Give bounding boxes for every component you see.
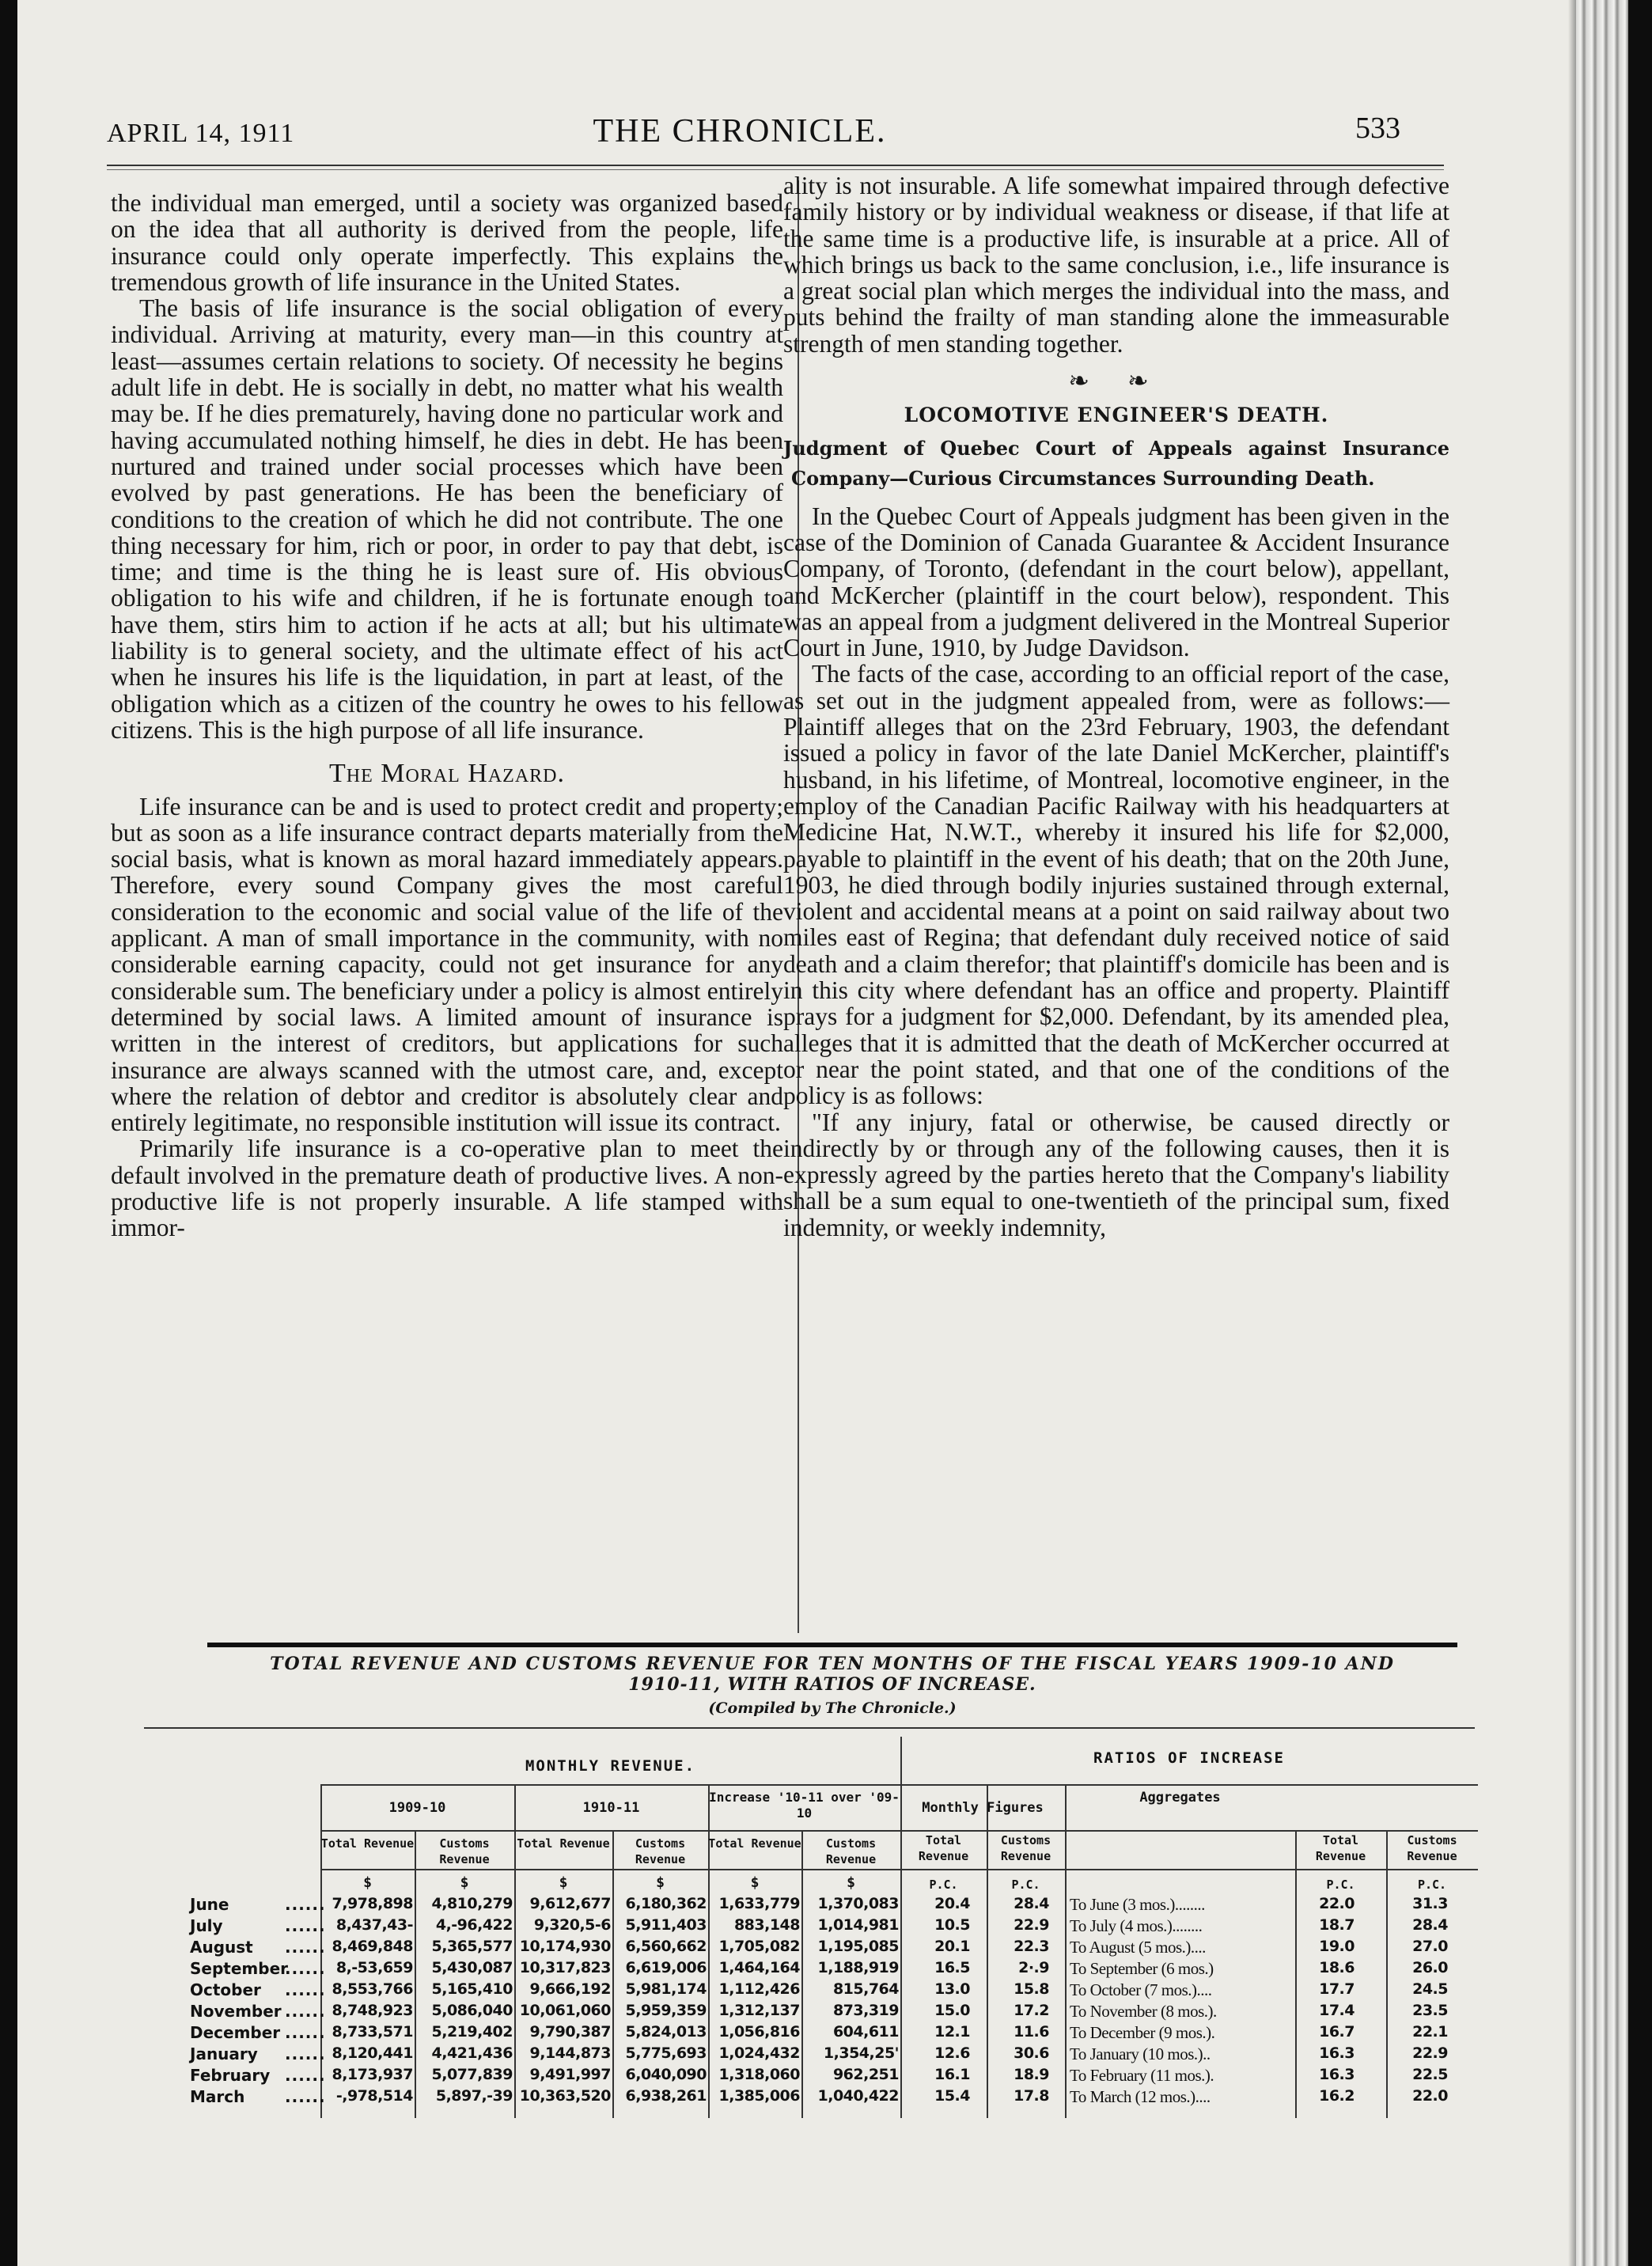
header-total: Total Revenue bbox=[708, 1836, 801, 1851]
unit-pc: P.C. bbox=[929, 1878, 958, 1892]
table-cell: 20.4 bbox=[934, 1895, 970, 1912]
table-divider bbox=[415, 1830, 416, 2118]
table-cell: 16.5 bbox=[934, 1959, 970, 1976]
table-cell-aggregate: To June (3 mos.)........ bbox=[1070, 1895, 1205, 1914]
table-cell: 1,318,060 bbox=[718, 2066, 800, 2083]
table-cell: 10,363,520 bbox=[519, 2087, 611, 2105]
table-cell: 1,024,432 bbox=[718, 2044, 800, 2062]
table-cell: 28.4 bbox=[1014, 1895, 1049, 1912]
header-total: Total Revenue bbox=[1315, 1833, 1366, 1863]
table-cell: 22.1 bbox=[1412, 2023, 1448, 2041]
table-subtitle: (Compiled by The Chronicle.) bbox=[708, 1700, 957, 1717]
table-cell: 28.4 bbox=[1412, 1916, 1448, 1934]
table-title: TOTAL REVENUE AND CUSTOMS REVENUE FOR TEN MONTHS OF THE FISCAL YEARS 1909-10 AND bbox=[270, 1654, 1395, 1674]
body-paragraph: In the Quebec Court of Appeals judgment has been given in the case of the Dominion of Canada Guarantee & Accident Insurance Company, of Toronto, (defendant in the court below), appellant, and McKercher (plaintiff in the court below), respondent. This was an appeal from a judgment delivered in the Montreal Superior Court in June, 1910, by Judge Davidson. bbox=[783, 502, 1449, 662]
table-cell: 962,251 bbox=[832, 2066, 899, 2083]
table-cell: 10,174,930 bbox=[519, 1938, 611, 1955]
header-customs: Customs Revenue bbox=[1407, 1833, 1457, 1863]
table-cell: 22.0 bbox=[1319, 1895, 1355, 1912]
table-cell: 1,633,779 bbox=[718, 1895, 800, 1912]
body-paragraph: "If any injury, fatal or otherwise, be caused directly or indirectly by or through any of the following causes, then it is expressly agreed by the parties hereto that the Company's liability shall be a sum equal to one-twentieth of the principal sum, fixed indemnity, or weekly indemnity, bbox=[783, 1108, 1449, 1241]
table-cell: 2·.9 bbox=[1018, 1959, 1049, 1976]
header-year-1909: 1909-10 bbox=[388, 1800, 446, 1816]
table-cell: 4,810,279 bbox=[431, 1895, 513, 1912]
unit-dollar: $ bbox=[656, 1874, 665, 1891]
table-cell: 18.7 bbox=[1319, 1916, 1355, 1934]
table-cell: 5,219,402 bbox=[431, 2023, 513, 2041]
table-cell: 9,666,192 bbox=[529, 1980, 611, 1998]
unit-dollar: $ bbox=[750, 1874, 760, 1891]
table-cell: 5,165,410 bbox=[431, 1980, 513, 1998]
body-paragraph: ality is not insurable. A life somewhat impaired through defective family history or by individual weakness or disease, if that life at the same time is a productive life, is insurable at a price. All of which brings us back to the same conclusion, i.e., life insurance is a great social plan which merges the individual into the mass, and puts behind the frailty of man standing alone the immeasurable strength of men standing together. bbox=[783, 172, 1449, 358]
table-row-month: August bbox=[190, 1938, 253, 1957]
table-cell: 5,430,087 bbox=[431, 1959, 513, 1976]
table-cell: 17.7 bbox=[1319, 1980, 1355, 1998]
table-cell: 17.4 bbox=[1319, 2002, 1355, 2019]
table-cell: 15.4 bbox=[934, 2087, 970, 2105]
table-cell-aggregate: To January (10 mos.).. bbox=[1070, 2044, 1211, 2063]
table-cell: 8,-53,659 bbox=[335, 1959, 413, 1976]
table-cell: 18.6 bbox=[1319, 1959, 1355, 1976]
table-cell: 10.5 bbox=[934, 1916, 970, 1934]
header-customs: Customs Revenue bbox=[825, 1836, 877, 1866]
table-cell: 6,619,006 bbox=[625, 1959, 707, 1976]
table-cell: 883,148 bbox=[733, 1916, 800, 1934]
table-cell: 1,014,981 bbox=[817, 1916, 899, 1934]
table-cell: 1,370,083 bbox=[817, 1895, 899, 1912]
page-number: 533 bbox=[1355, 112, 1400, 145]
table-divider bbox=[1065, 1784, 1067, 2118]
table-divider bbox=[801, 1830, 803, 2118]
table-cell: 1,056,816 bbox=[718, 2023, 800, 2041]
table-cell: 815,764 bbox=[832, 1980, 899, 1998]
table-cell: 5,981,174 bbox=[625, 1980, 707, 1998]
header-monthly-revenue: MONTHLY REVENUE. bbox=[525, 1757, 696, 1775]
header-aggregates: Aggregates bbox=[1139, 1790, 1221, 1806]
header-ratios: RATIOS OF INCREASE bbox=[1093, 1749, 1285, 1767]
table-cell: 9,612,677 bbox=[529, 1895, 611, 1912]
table-cell: 22.9 bbox=[1412, 2044, 1448, 2062]
table-cell: 30.6 bbox=[1014, 2044, 1049, 2062]
leader-dots: ...... bbox=[285, 2023, 326, 2042]
table-cell: 604,611 bbox=[832, 2023, 899, 2041]
table-cell: 7,978,898 bbox=[332, 1895, 413, 1912]
table-cell: 8,437,43- bbox=[335, 1916, 413, 1934]
table-cell: 22.0 bbox=[1412, 2087, 1448, 2105]
body-paragraph: Primarily life insurance is a co-operative plan to meet the default involved in the premature death of productive lives. A non-productive life is not properly insurable. A life stamped with immor- bbox=[111, 1135, 783, 1242]
table-cell: 17.2 bbox=[1014, 2002, 1049, 2019]
header-date: APRIL 14, 1911 bbox=[107, 119, 295, 148]
header-customs: Customs Revenue bbox=[439, 1836, 490, 1866]
table-cell-aggregate: To October (7 mos.).... bbox=[1070, 1980, 1212, 1999]
table-row-month: June bbox=[190, 1895, 229, 1914]
table-cell: 5,959,359 bbox=[625, 2002, 707, 2019]
unit-dollar: $ bbox=[363, 1874, 372, 1891]
table-cell: 16.2 bbox=[1319, 2087, 1355, 2105]
unit-dollar: $ bbox=[559, 1874, 568, 1891]
table-cell: 6,938,261 bbox=[625, 2087, 707, 2105]
header-total: Total Revenue bbox=[320, 1836, 415, 1851]
table-divider bbox=[708, 1784, 710, 2118]
table-cell: 5,775,693 bbox=[625, 2044, 707, 2062]
leader-dots: ...... bbox=[285, 2066, 326, 2085]
table-cell: 4,-96,422 bbox=[435, 1916, 513, 1934]
table-rule bbox=[144, 1727, 1475, 1729]
table-cell: 1,705,082 bbox=[718, 1938, 800, 1955]
table-row-month: February bbox=[190, 2066, 271, 2085]
table-row-month: September bbox=[190, 1959, 288, 1978]
table-cell: 873,319 bbox=[832, 2002, 899, 2019]
header-total: Total Revenue bbox=[918, 1833, 969, 1863]
table-cell: 5,911,403 bbox=[625, 1916, 707, 1934]
table-cell: 22.9 bbox=[1014, 1916, 1049, 1934]
table-cell: 9,491,997 bbox=[529, 2066, 611, 2083]
table-cell: 8,553,766 bbox=[332, 1980, 413, 1998]
unit-dollar: $ bbox=[847, 1874, 855, 1891]
table-cell: -,978,514 bbox=[335, 2087, 413, 2105]
header-increase: Increase '10-11 over '09-10 bbox=[709, 1790, 900, 1821]
table-cell-aggregate: To December (9 mos.). bbox=[1070, 2023, 1215, 2042]
table-cell: 5,365,577 bbox=[431, 1938, 513, 1955]
table-cell: 9,790,387 bbox=[529, 2023, 611, 2041]
table-cell: 15.8 bbox=[1014, 1980, 1049, 1998]
leader-dots: ...... bbox=[285, 1895, 326, 1914]
table-cell: 1,312,137 bbox=[718, 2002, 800, 2019]
table-cell: 26.0 bbox=[1412, 1959, 1448, 1976]
table-cell: 1,195,085 bbox=[817, 1938, 899, 1955]
table-cell: 27.0 bbox=[1412, 1938, 1448, 1955]
table-divider bbox=[514, 1784, 516, 2118]
table-cell: 6,560,662 bbox=[625, 1938, 707, 1955]
leader-dots: ...... bbox=[285, 1938, 326, 1957]
table-rule bbox=[320, 1869, 1478, 1870]
table-cell: 1,188,919 bbox=[817, 1959, 899, 1976]
table-cell: 5,897,-39 bbox=[435, 2087, 513, 2105]
table-cell: 1,464,164 bbox=[718, 1959, 800, 1976]
header-monthly-figures: Monthly Figures bbox=[922, 1800, 1044, 1816]
table-cell: 16.7 bbox=[1319, 2023, 1355, 2041]
body-paragraph: The facts of the case, according to an official report of the case, as set out in the judgment appealed from, were as follows:—Plaintiff alleges that on the 23rd February, 1903, the defendant issued a policy in favor of the late Daniel McKercher, plaintiff's husband, in his lifetime, of Montreal, locomotive engineer, in the employ of the Canadian Pacific Railway with his headquarters at Medicine Hat, N.W.T., whereby it insured his life for $2,000, payable to plaintiff in the event of his death; that on the 20th June, 1903, he died through bodily injuries sustained through external, violent and accidental means at a point on said railway about two miles east of Regina; that defendant duly received notice of said death and a claim therefor; that plaintiff's domicile has been and is in this city where defendant has an office and property. Plaintiff prays for a judgment for $2,000. Defendant, by its amended plea, alleges that it is admitted that the death of McKercher occurred at or near the point stated, and that one of the conditions of the policy is as follows: bbox=[783, 660, 1449, 1110]
leader-dots: ...... bbox=[285, 1959, 326, 1978]
unit-pc: P.C. bbox=[1326, 1878, 1355, 1892]
header-customs: Customs Revenue bbox=[1000, 1833, 1051, 1863]
leader-dots: ...... bbox=[285, 2044, 326, 2063]
table-row-month: March bbox=[190, 2087, 245, 2106]
table-cell-aggregate: To August (5 mos.).... bbox=[1070, 1938, 1206, 1957]
table-cell: 13.0 bbox=[934, 1980, 970, 1998]
ornament-icon: ❧ ❧ bbox=[1068, 366, 1165, 396]
table-divider bbox=[1295, 1830, 1297, 2118]
table-cell: 4,421,436 bbox=[431, 2044, 513, 2062]
table-cell: 16.3 bbox=[1319, 2044, 1355, 2062]
table-cell: 1,385,006 bbox=[718, 2087, 800, 2105]
table-cell: 10,317,823 bbox=[519, 1959, 611, 1976]
table-cell: 8,173,937 bbox=[332, 2066, 413, 2083]
table-cell: 5,077,839 bbox=[431, 2066, 513, 2083]
table-row-month: December bbox=[190, 2023, 281, 2042]
body-paragraph: the individual man emerged, until a society was organized based on the idea that all authority is derived from the people, life insurance could only operate imperfectly. This explains the tremendous growth of life insurance in the United States. bbox=[111, 189, 783, 296]
table-cell: 18.9 bbox=[1014, 2066, 1049, 2083]
header-total: Total Revenue bbox=[517, 1836, 610, 1851]
unit-dollar: $ bbox=[460, 1874, 469, 1891]
unit-pc: P.C. bbox=[1011, 1878, 1040, 1892]
article-headline: LOCOMOTIVE ENGINEER'S DEATH. bbox=[904, 404, 1329, 427]
table-cell: 8,120,441 bbox=[332, 2044, 413, 2062]
leader-dots: ...... bbox=[285, 1980, 326, 1999]
table-cell-aggregate: To November (8 mos.). bbox=[1070, 2002, 1217, 2021]
table-cell: 23.5 bbox=[1412, 2002, 1448, 2019]
unit-pc: P.C. bbox=[1417, 1878, 1447, 1892]
table-cell: 5,824,013 bbox=[625, 2023, 707, 2041]
table-cell: 8,748,923 bbox=[332, 2002, 413, 2019]
table-cell-aggregate: To March (12 mos.).... bbox=[1070, 2087, 1211, 2106]
table-cell: 9,320,5-6 bbox=[533, 1916, 611, 1934]
table-cell: 1,354,25' bbox=[823, 2044, 899, 2062]
table-cell: 10,061,060 bbox=[519, 2002, 611, 2019]
table-cell: 15.0 bbox=[934, 2002, 970, 2019]
body-paragraph: The basis of life insurance is the social obligation of every individual. Arriving at maturity, every man—in this country at least—assumes certain relations to society. Of necessity he begins adult life in debt. He is socially in debt, no matter what his wealth may be. If he dies prematurely, having done no particular work and having accumulated nothing himself, he dies in debt. He has been nurtured and trained under social processes which have been evolved by past generations. He has been the beneficiary of conditions to the creation of which he did not contribute. The one thing necessary for him, rich or poor, in order to pay that debt, is time; and time is the thing he is least sure of. His obvious obligation to his wife and children, if he is fortunate enough to have them, stirs him to action if he acts at all; but his ultimate liability is to general society, and the ultimate effect of his act when he insures his life is the liquidation, in part at least, of the obligation which as a citizen of the country he owes to his fellow citizens. This is the high purpose of all life insurance. bbox=[111, 294, 783, 744]
table-cell: 22.3 bbox=[1014, 1938, 1049, 1955]
leader-dots: ...... bbox=[285, 2087, 326, 2106]
table-cell-aggregate: To February (11 mos.). bbox=[1070, 2066, 1214, 2085]
table-cell: 12.6 bbox=[934, 2044, 970, 2062]
table-cell: 19.0 bbox=[1319, 1938, 1355, 1955]
table-cell: 1,040,422 bbox=[817, 2087, 899, 2105]
table-cell: 5,086,040 bbox=[431, 2002, 513, 2019]
table-row-month: October bbox=[190, 1980, 261, 1999]
table-cell: 16.1 bbox=[934, 2066, 970, 2083]
section-heading: The Moral Hazard. bbox=[328, 759, 566, 789]
table-cell: 24.5 bbox=[1412, 1980, 1448, 1998]
table-divider bbox=[612, 1830, 614, 2118]
leader-dots: ...... bbox=[285, 1916, 326, 1935]
table-cell: 31.3 bbox=[1412, 1895, 1448, 1912]
table-row-month: November bbox=[190, 2002, 282, 2021]
table-cell-aggregate: To September (6 mos.) bbox=[1070, 1959, 1214, 1978]
table-cell: 6,180,362 bbox=[625, 1895, 707, 1912]
header-customs: Customs Revenue bbox=[635, 1836, 686, 1866]
table-cell: 8,733,571 bbox=[332, 2023, 413, 2041]
leader-dots: ...... bbox=[285, 2002, 326, 2021]
table-cell: 9,144,873 bbox=[529, 2044, 611, 2062]
table-cell: 16.3 bbox=[1319, 2066, 1355, 2083]
article-deck: Judgment of Quebec Court of Appeals against Insurance Company—Curious Circumstances Surrounding Death. bbox=[783, 436, 1449, 490]
publication-title: THE CHRONICLE. bbox=[593, 113, 887, 150]
header-year-1910: 1910-11 bbox=[582, 1800, 640, 1816]
table-row-month: January bbox=[190, 2044, 258, 2063]
body-paragraph: Life insurance can be and is used to protect credit and property; but as soon as a life insurance contract departs materially from the social basis, what is known as moral hazard immediately appears. Therefore, every sound Company gives the most careful consideration to the economic and social value of the life of the applicant. A man of small importance in the community, with no considerable earning capacity, could not get insurance for any considerable sum. The beneficiary under a policy is almost entirely determined by social laws. A limited amount of insurance is written in the interest of creditors, but applications for such insurance are always scanned with the utmost care, and, except where the relation of debtor and creditor is absolutely clear and entirely legitimate, no responsible institution will issue its contract. bbox=[111, 792, 783, 1137]
table-cell-aggregate: To July (4 mos.)........ bbox=[1070, 1916, 1203, 1935]
table-divider bbox=[1386, 1830, 1388, 2118]
table-cell: 22.5 bbox=[1412, 2066, 1448, 2083]
table-cell: 11.6 bbox=[1014, 2023, 1049, 2041]
table-cell: 20.1 bbox=[934, 1938, 970, 1955]
table-cell: 6,040,090 bbox=[625, 2066, 707, 2083]
table-rule bbox=[320, 1830, 900, 1832]
table-cell: 8,469,848 bbox=[332, 1938, 413, 1955]
table-title-continued: 1910-11, WITH RATIOS OF INCREASE. bbox=[628, 1674, 1036, 1695]
table-cell: 17.8 bbox=[1014, 2087, 1049, 2105]
table-cell: 12.1 bbox=[934, 2023, 970, 2041]
table-row-month: July bbox=[190, 1916, 223, 1935]
table-cell: 1,112,426 bbox=[718, 1980, 800, 1998]
table-divider-ratios bbox=[900, 1737, 902, 2118]
table-rule bbox=[320, 1784, 900, 1786]
